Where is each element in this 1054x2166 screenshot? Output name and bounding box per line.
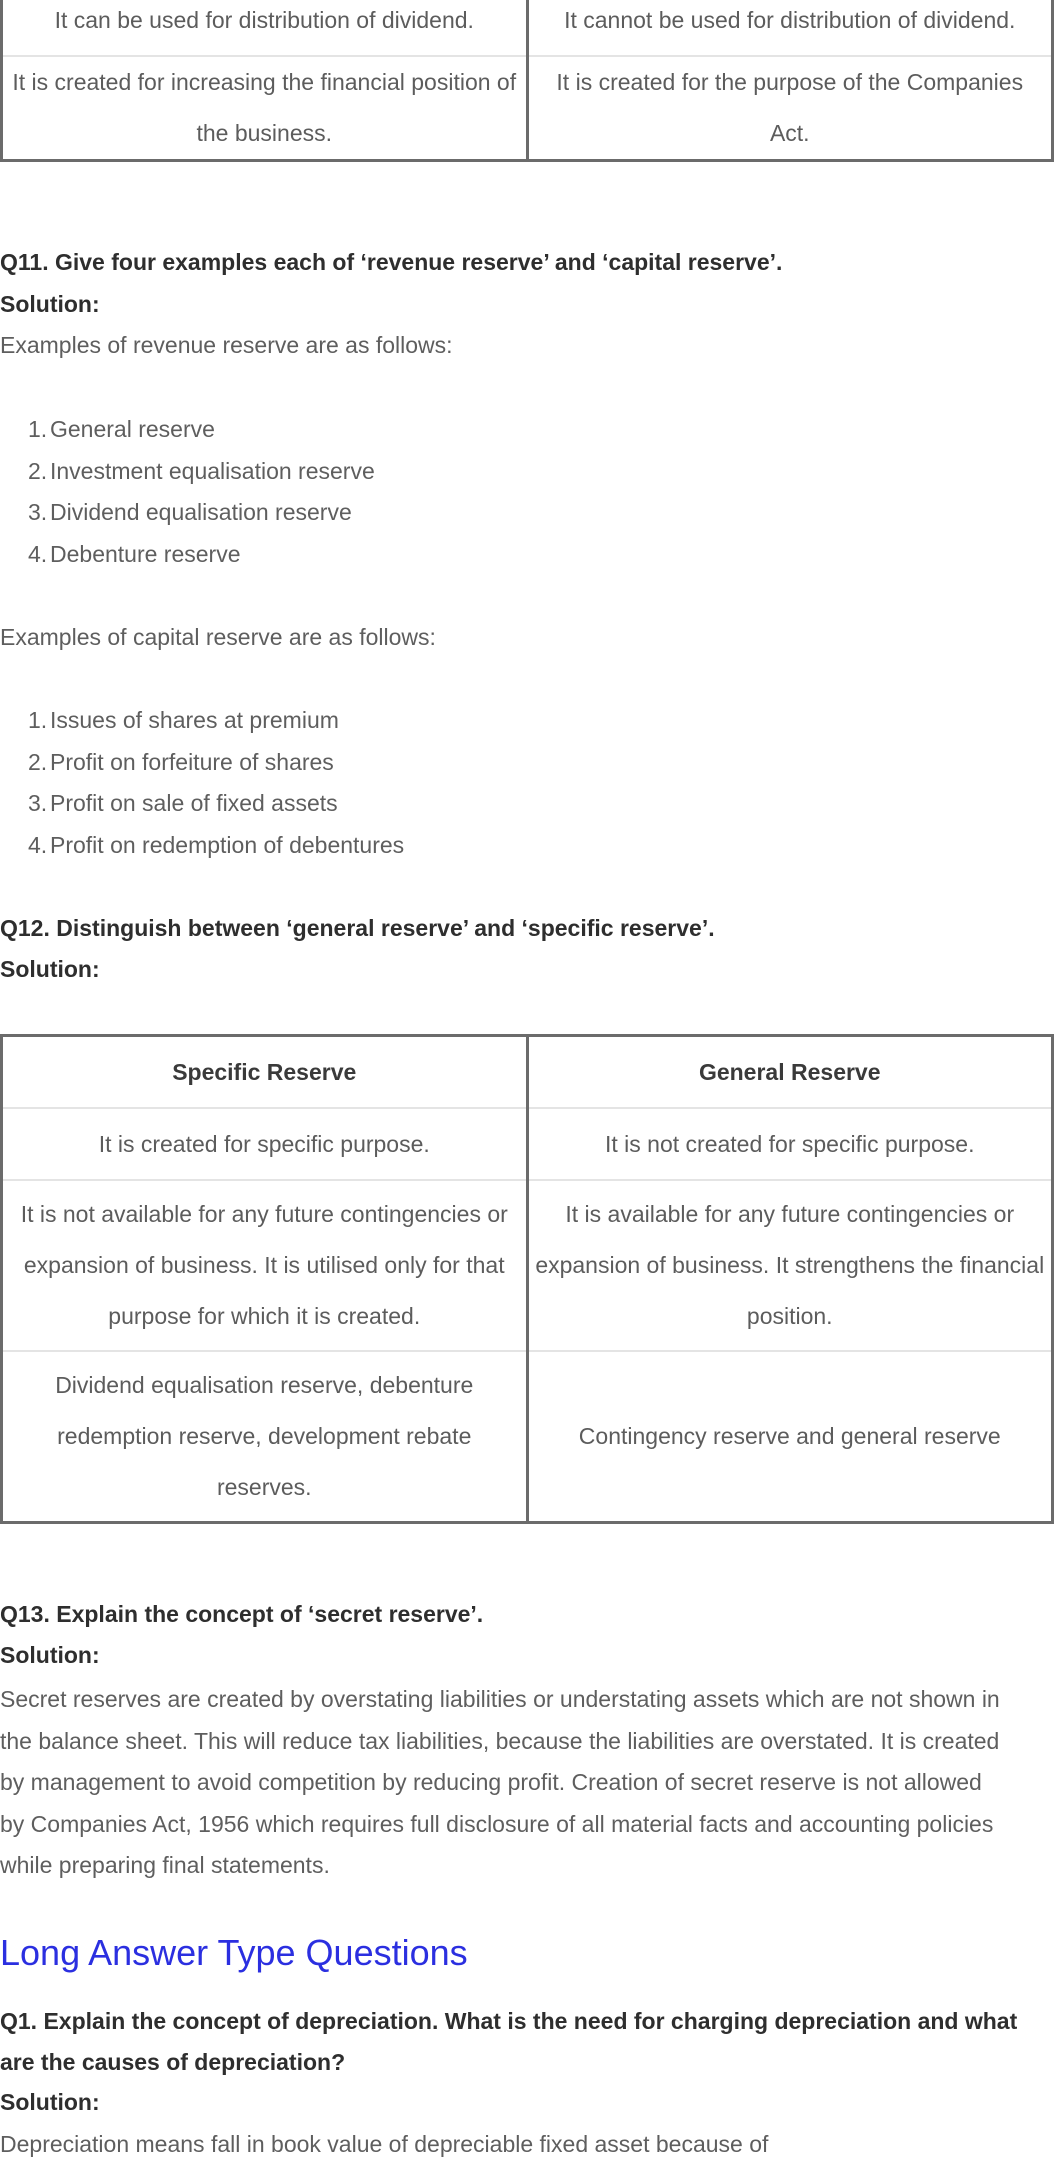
table-cell: It is not created for specific purpose. — [527, 1108, 1053, 1180]
list-number: 4. — [28, 831, 48, 858]
revenue-intro: Examples of revenue reserve are as follows: — [0, 332, 453, 358]
list-item — [0, 451, 375, 493]
list-item — [0, 409, 375, 451]
table-row — [2, 1108, 1053, 1180]
capital-reserve-list — [0, 700, 404, 866]
list-number: 1. — [28, 416, 48, 442]
table-row — [2, 1351, 1053, 1523]
table-cell: It can be used for distribution of dividend. — [2, 0, 528, 56]
list-text: General reserve — [50, 416, 215, 442]
question-long-q1: Q1. Explain the concept of depreciation. What is the need for charging depreciation and what are the causes of depreciation? — [0, 2008, 1018, 2075]
list-text: Investment equalisation reserve — [50, 457, 375, 484]
solution-label: Solution: — [0, 956, 100, 982]
list-item — [0, 492, 375, 534]
table-cell: It is created for specific purpose. — [2, 1108, 528, 1180]
column-header-specific: Specific Reserve — [2, 1036, 528, 1109]
list-item — [0, 742, 404, 784]
solution-label: Solution: — [0, 291, 100, 317]
list-number: 4. — [28, 540, 48, 567]
table-row — [2, 56, 1053, 161]
q13-answer: Secret reserves are created by overstating liabilities or understating assets which are not shown in the balance sheet. This will reduce tax liabilities, because the liabilities are overstated. It is created by management to avoid competition by reducing profit. Creation of secret reserve is not allowed by Companies Act, 1956 which requires full disclosure of all material facts and accounting policies while preparing final statements. — [0, 1686, 1000, 1878]
table-cell: It cannot be used for distribution of dividend. — [527, 0, 1053, 56]
table-row — [2, 1180, 1053, 1351]
table-header-row — [2, 1036, 1053, 1109]
table-cell: Contingency reserve and general reserve — [527, 1351, 1053, 1523]
table-cell: It is not available for any future contingencies or expansion of business. It is utilised only for that purpose for which it is created. — [2, 1180, 528, 1351]
list-item — [0, 783, 404, 825]
capital-intro: Examples of capital reserve are as follows: — [0, 624, 436, 650]
table-cell: It is available for any future contingencies or expansion of business. It strengthens the financial position. — [527, 1180, 1053, 1351]
table-row — [2, 0, 1053, 56]
long-q1-answer: Depreciation means fall in book value of depreciable fixed asset because of — [0, 2131, 769, 2157]
list-number: 2. — [28, 748, 48, 775]
solution-label: Solution: — [0, 1642, 100, 1668]
list-text: Issues of shares at premium — [50, 707, 339, 733]
list-number: 1. — [28, 707, 48, 733]
question-q13: Q13. Explain the concept of ‘secret reserve’. — [0, 1601, 484, 1627]
table-cell: It is created for increasing the financial position of the business. — [12, 69, 517, 146]
list-text: Debenture reserve — [50, 540, 241, 567]
list-text: Profit on sale of fixed assets — [50, 790, 338, 817]
question-q11: Q11. Give four examples each of ‘revenue reserve’ and ‘capital reserve’. — [0, 249, 783, 275]
list-text: Dividend equalisation reserve — [50, 499, 352, 526]
section-heading: Long Answer Type Questions — [0, 1932, 468, 1973]
list-number: 3. — [28, 499, 48, 526]
reserve-comparison-table — [0, 0, 1054, 162]
list-item — [0, 534, 375, 576]
list-item — [0, 700, 404, 742]
list-number: 2. — [28, 457, 48, 484]
question-q12: Q12. Distinguish between ‘general reserve’ and ‘specific reserve’. — [0, 915, 715, 941]
revenue-reserve-list — [0, 409, 375, 575]
table-cell: It is created for the purpose of the Companies Act. — [527, 56, 1053, 161]
column-header-general: General Reserve — [527, 1036, 1053, 1109]
list-item — [0, 825, 404, 867]
list-text: Profit on forfeiture of shares — [50, 748, 334, 775]
solution-label: Solution: — [0, 2089, 100, 2115]
list-number: 3. — [28, 790, 48, 817]
list-text: Profit on redemption of debentures — [50, 831, 405, 858]
table-cell: Dividend equalisation reserve, debenture redemption reserve, development rebate reserves. — [55, 1372, 474, 1500]
specific-vs-general-table — [0, 1034, 1054, 1524]
